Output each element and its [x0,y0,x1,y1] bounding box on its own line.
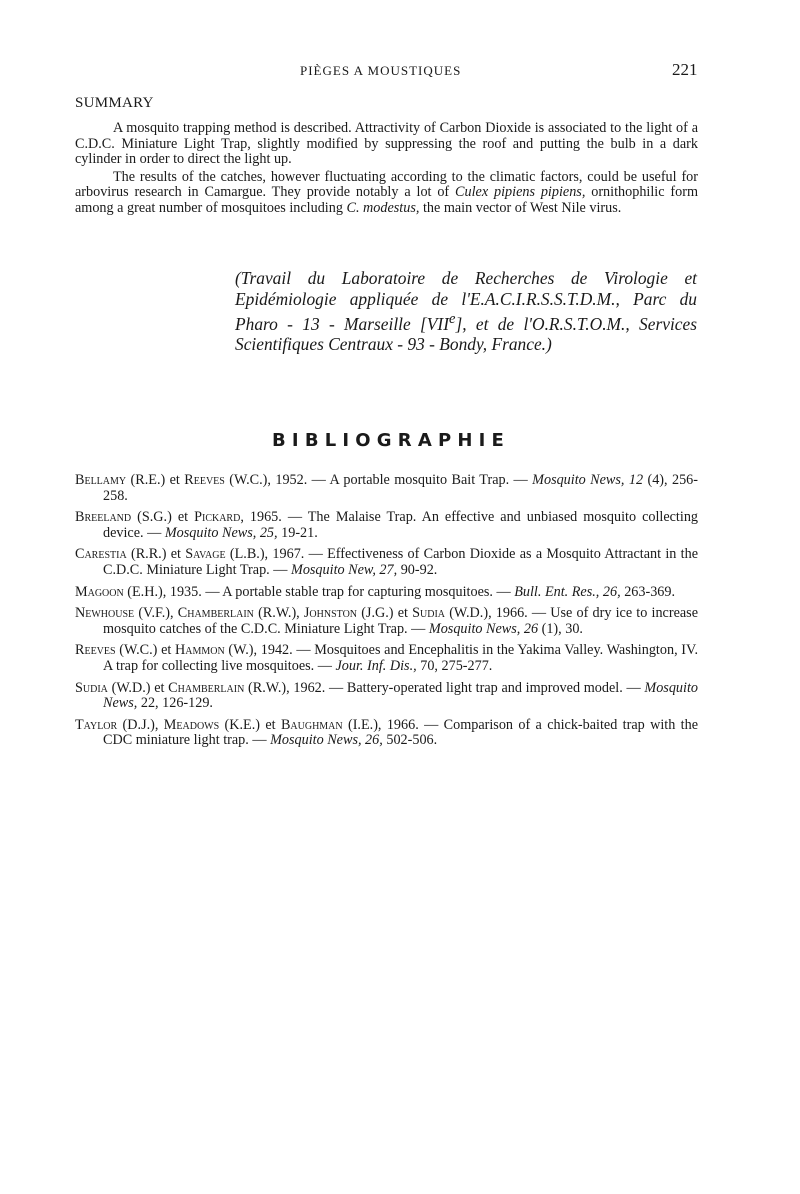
author-name: Bellamy [75,472,127,488]
bibliography-heading: BIBLIOGRAPHIE [272,430,511,451]
author-initials: (R.R.) et [126,546,186,563]
author-initials: (W.), [224,642,261,659]
author-name: Chamberlain [168,679,245,696]
author-initials: (W.D.), [445,605,496,622]
author-name: Chamberlain [177,605,254,622]
running-header [0,60,800,83]
author-name: Johnston [303,605,358,622]
author-initials: , [240,509,250,526]
summary-paragraph-1: A mosquito trapping method is described. Attractivity of Carbon Dioxide is associated to the light of a C.D.C. Miniature Light Trap, slightly modified by suppressing the roof and putting the bulb in a dark cylinder in order to direct the light up. [75,120,698,168]
summary-text: The results of the catches, however fluctuating according to the climatic factors, could be useful for arbovirus research in Camargue. They provide notably a lot of [75,168,698,201]
reference-entry [75,473,698,504]
author-initials: (W.D.) et [107,679,169,696]
page-number: 221 [672,60,698,79]
affiliation-superscript: e [449,311,456,327]
reference-title: 1966. — Use of dry ice to increase mosquito catches of the C.D.C. Miniature Light Trap. — [103,605,698,637]
journal-name: Bull. Ent. Res., 26, [514,583,621,600]
author-initials: (R.W.), [244,679,294,696]
journal-name: Mosquito News, 26 [428,620,539,637]
reference-pages: 502-506. [382,732,438,749]
reference-title: 1966. — Comparison of a chick-baited trap with the CDC miniature light trap. — [103,716,698,749]
reference-entry [75,643,698,674]
author-initials: (R.E.) et [126,472,185,488]
journal-name: Mosquito New, 27, [291,561,398,578]
author-name: Breeland [75,509,132,526]
author-name: Pickard [194,509,241,526]
author-name: Hammon [175,642,225,659]
reference-title: 1962. — Battery-operated light trap and improved model. — [293,679,645,696]
author-name: Baughman [280,716,343,733]
author-initials: (W.C.), [224,472,276,488]
author-name: Magoon [75,583,124,600]
reference-pages: (1), 30. [538,620,583,637]
author-name: Taylor [75,716,118,733]
reference-title: 1967. — Effectiveness of Carbon Dioxide as a Mosquito Attractant in the C.D.C. Miniature Light Trap. — [103,546,698,578]
author-name: Savage [185,546,226,563]
reference-entry [75,606,698,637]
reference-pages: 19-21. [277,524,318,541]
reference-list [75,473,698,755]
author-initials: (I.E.), [342,716,387,733]
author-name: Carestia [75,546,127,563]
author-initials: (R.W.), [253,605,304,622]
author-initials: (D.J.), [117,716,164,733]
affiliation-text: (Travail du Laboratoire de Recherches de Virologie et Epidémiologie appliquée de l'E.A.C.I.R.S.S.T.D.M., Parc du Pharo - 13 - Marseille [VII [235,268,697,334]
author-name: Sudia [412,605,446,622]
reference-title: 1952. — A portable mosquito Bait Trap. — [275,472,533,488]
summary-text: ornithophilic form among a great number of mosquitoes including [75,184,698,216]
reference-pages: 22, 126-129. [137,695,213,712]
author-name: Reeves [184,472,225,488]
author-initials: (W.C.) et [115,642,176,659]
author-initials: (J.G.) et [357,605,413,622]
summary-text: the main vector of West Nile virus. [419,199,622,216]
reference-entry [75,547,698,578]
reference-entry [75,585,698,601]
journal-name: Mosquito News, 25, [164,524,278,541]
author-initials: (K.E.) et [219,716,281,733]
affiliation-note [235,268,697,355]
reference-pages: 263-369. [620,583,676,600]
journal-name: Mosquito News, 26, [270,732,383,749]
reference-title: 1942. — Mosquitoes and Encephalitis in the Yakima Valley. Washington, IV. A trap for collecting live mosquitoes. — [103,642,698,674]
reference-entry [75,510,698,541]
author-initials: (E.H.), [123,583,170,600]
author-initials: (S.G.) et [131,509,195,526]
affiliation-text: ], et de l'O.R.S.T.O.M., Services Scientifiques Centraux - 93 - Bondy, France.) [235,313,697,355]
reference-entry [75,681,698,712]
species-name: C. modestus, [346,199,420,216]
author-initials: (V.F.), [134,605,178,622]
running-title: PIÈGES A MOUSTIQUES [300,63,462,78]
summary-heading: SUMMARY [75,95,154,111]
reference-pages: 70, 275-277. [416,657,493,674]
reference-title: 1935. — A portable stable trap for capturing mosquitoes. — [169,583,515,600]
species-name: Culex pipiens pipiens, [455,184,586,201]
reference-pages: (4), 256-258. [103,472,698,504]
reference-pages: 90-92. [397,561,438,578]
author-name: Sudia [75,679,108,696]
reference-title: 1965. — The Malaise Trap. An effective and unbiased mosquito collecting device. — [103,509,699,541]
reference-entry [75,718,698,749]
journal-name: Mosquito News, [103,679,698,712]
author-name: Newhouse [75,605,135,622]
author-name: Reeves [75,642,116,659]
journal-name: Jour. Inf. Dis., [335,657,417,674]
journal-name: Mosquito News, 12 [532,472,644,488]
author-initials: (L.B.), [225,546,273,563]
author-name: Meadows [163,716,220,733]
summary-paragraph-2 [75,170,698,217]
summary-body [75,121,698,217]
